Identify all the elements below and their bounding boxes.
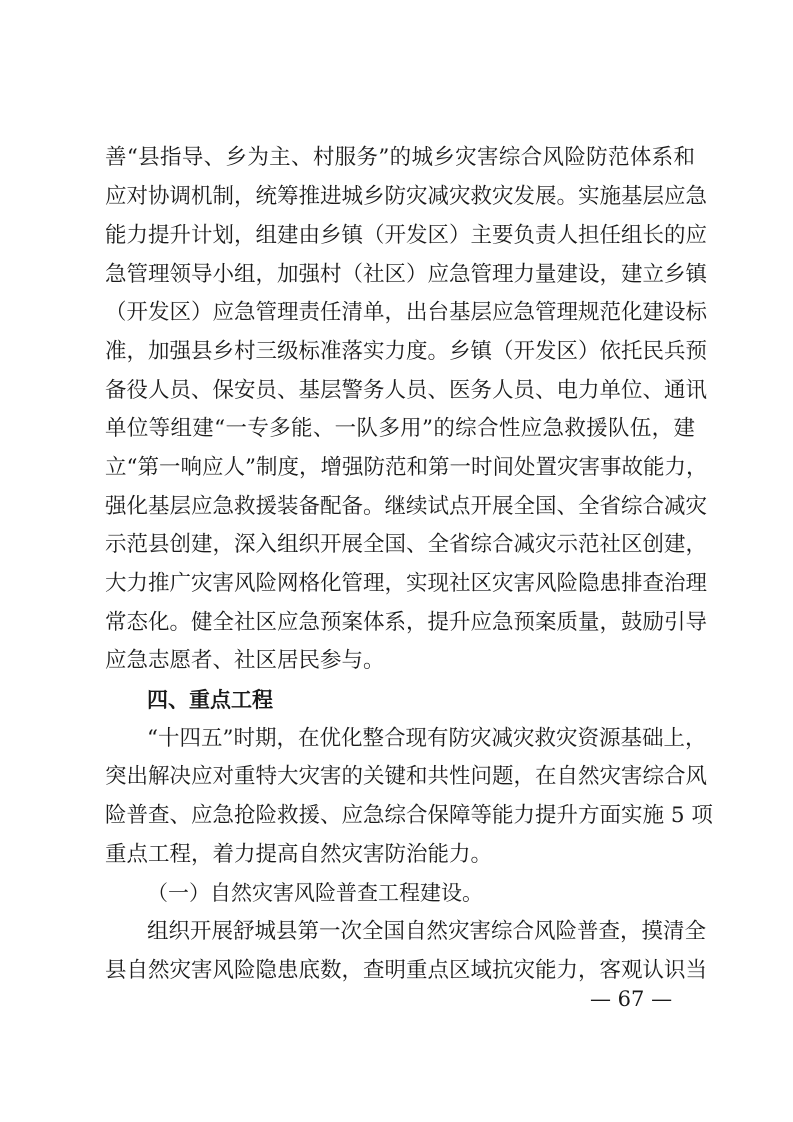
body-text-line: 能力提升计划，组建由乡镇（开发区）主要负责人担任组长的应 [105,223,708,248]
body-text-line: 应急志愿者、社区居民参与。 [105,648,385,673]
subsection-heading: （一）自然灾害风险普查工程建设。 [147,881,483,905]
body-text-line: （开发区）应急管理责任清单，出台基层应急管理规范化建设标 [105,300,708,325]
body-text-line: 急管理领导小组，加强村（社区）应急管理力量建设，建立乡镇 [105,262,708,287]
body-text-line: 备役人员、保安员、基层警务人员、医务人员、电力单位、通讯 [105,378,708,403]
body-text-line: “十四五”时期，在优化整合现有防灾减灾救灾资源基础上， [147,726,707,751]
body-text-line: 准，加强县乡村三级标准落实力度。乡镇（开发区）依托民兵预 [105,339,708,364]
body-text-line: 突出解决应对重特大灾害的关键和共性问题，在自然灾害综合风 [105,764,708,789]
body-text-line: 重点工程，着力提高自然灾害防治能力。 [105,842,493,867]
body-text-line: 险普查、应急抢险救援、应急综合保障等能力提升方面实施 5 项 [105,803,713,828]
body-text-line: 组织开展舒城县第一次全国自然灾害综合风险普查，摸清全 [147,919,707,944]
body-text-line: 单位等组建“一专多能、一队多用”的综合性应急救援队伍，建 [105,416,695,441]
body-text-line: 强化基层应急救援装备配备。继续试点开展全国、全省综合减灾 [105,494,708,519]
body-text-line: 县自然灾害风险隐患底数，查明重点区域抗灾能力，客观认识当 [105,958,708,983]
body-text-line: 常态化。健全社区应急预案体系，提升应急预案质量，鼓励引导 [105,610,708,635]
body-text-line: 立“第一响应人”制度，增强防范和第一时间处置灾害事故能力， [105,455,708,480]
body-text-line: 大力推广灾害风险网格化管理，实现社区灾害风险隐患排查治理 [105,571,708,596]
body-text-line: 善“县指导、乡为主、村服务”的城乡灾害综合风险防范体系和 [105,145,695,170]
body-text-line: 示范县创建，深入组织开展全国、全省综合减灾示范社区创建， [105,532,708,557]
section-heading: 四、重点工程 [147,688,273,712]
body-text-line: 应对协调机制，统筹推进城乡防灾减灾救灾发展。实施基层应急 [105,184,708,209]
page-number: — 67 — [590,987,673,1011]
